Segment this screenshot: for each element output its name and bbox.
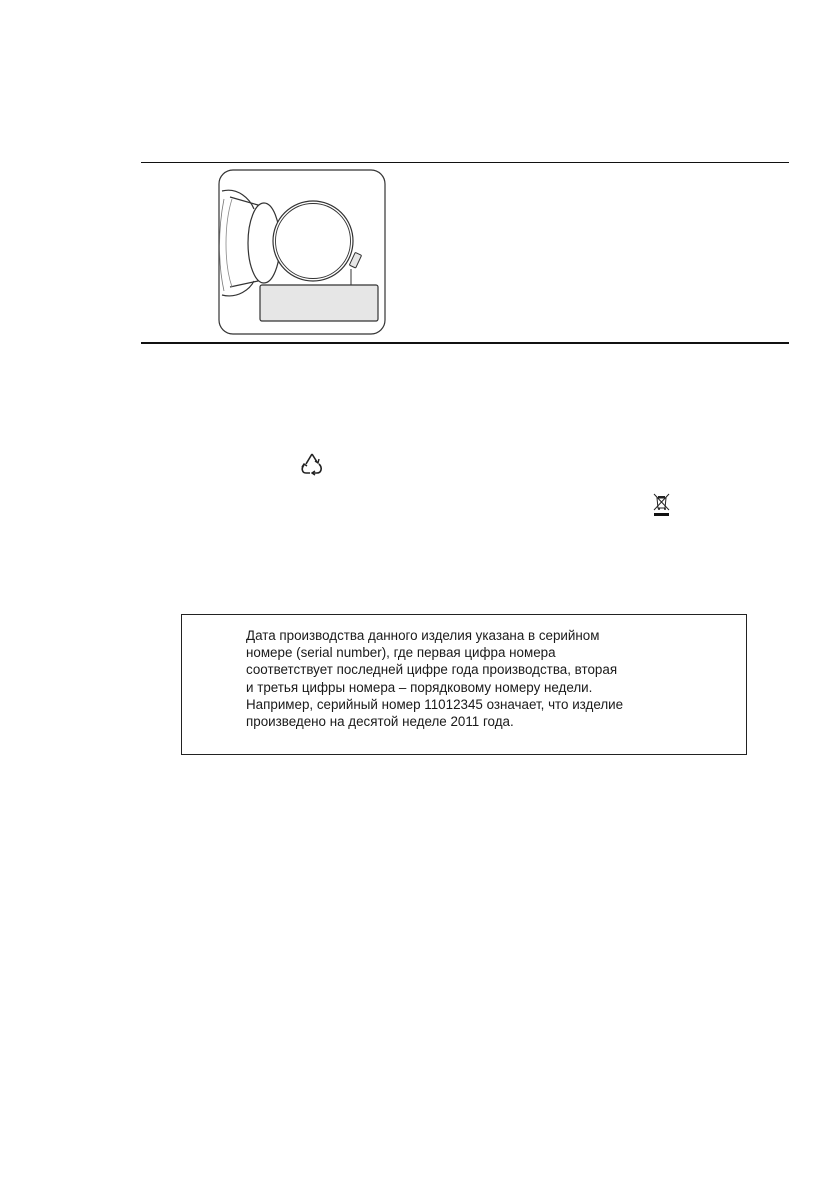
note-line: произведено на десятой неделе 2011 года.: [246, 714, 514, 730]
manufacture-date-note-box: [181, 614, 747, 755]
note-line: номере (serial number), где первая цифра номера: [246, 645, 556, 661]
note-line: Например, серийный номер 11012345 означает, что изделие: [246, 696, 624, 712]
note-line: Дата производства данного изделия указана в серийном: [246, 628, 600, 643]
section-bottom-rule: [141, 342, 789, 344]
recycle-icon: [301, 452, 323, 476]
note-line: и третья цифры номера – порядковому номеру недели.: [246, 679, 593, 695]
note-line: соответствует последней цифре года производства, вторая: [246, 662, 618, 678]
manufacture-date-note-text: [246, 627, 726, 730]
dryer-rating-plate-illustration: [218, 169, 386, 335]
crossed-out-wheelie-bin-icon: [653, 493, 671, 517]
section-top-rule: [141, 162, 789, 163]
